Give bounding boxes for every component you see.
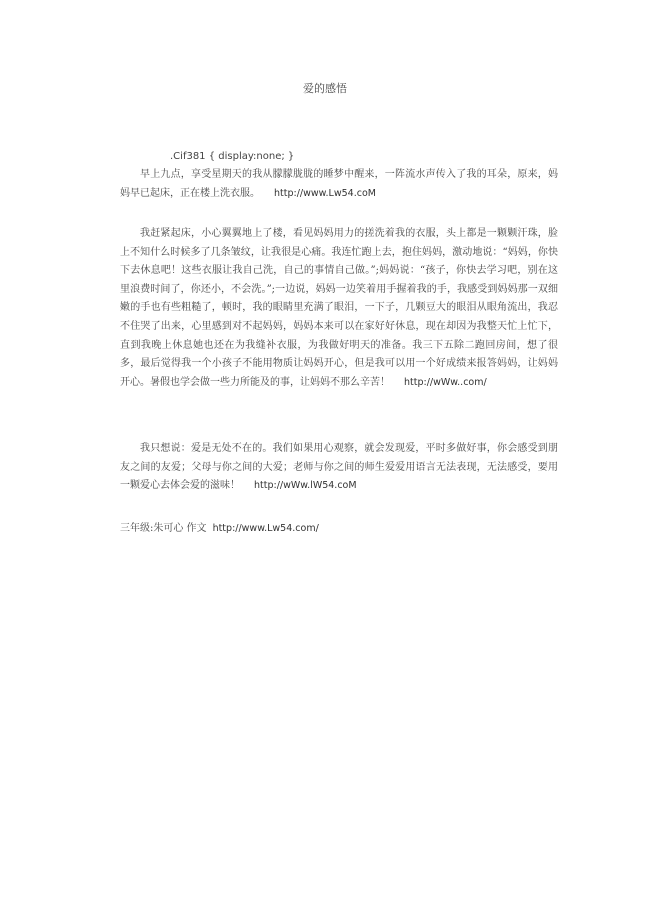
css-code-line: .Cif381 { display:none; }: [170, 151, 295, 162]
footer-text: 三年级:朱可心 作文: [120, 523, 207, 534]
paragraph-3: [120, 440, 558, 496]
paragraph-3-url[interactable]: http://wWw.lW54.coM: [254, 480, 357, 492]
paragraph-1-url[interactable]: http://www.Lw54.coM: [274, 187, 376, 199]
paragraph-2-text: 我赶紧起床，小心翼翼地上了楼，看见妈妈用力的搓洗着我的衣服，头上都是一颗颗汗珠，脸上不知什么时候多了几条皱纹，让我很是心痛。我连忙跑上去，抱住妈妈，激动地说：“妈妈，你快下去休息吧！这些衣服让我自己洗，自己的事情自己做。”;妈妈说：“孩子，你快去学习吧，别在这里浪费时间了，你还小，不会洗。”;一边说，妈妈一边笑着用手握着我的手，我感受到妈妈那一双细嫩的手也有些粗糙了，顿时，我的眼睛里充满了眼泪，一下子，几颗豆大的眼泪从眼角流出，我忍不住哭了出来，心里感到对不起妈妈，妈妈本来可以在家好好休息，现在却因为我整天忙上忙下，直到我晚上休息她也还在为我缝补衣服，为我做好明天的准备。我三下五除二跑回房间，想了很多，最后觉得我一个小孩子不能用物质让妈妈开心，但是我可以用一个好成绩来报答妈妈，让妈妈开心。暑假也学会做一些力所能及的事，让妈妈不那么辛苦！: [120, 228, 558, 388]
footer-line: [120, 520, 558, 539]
paragraph-2-url[interactable]: http://wWw..com/: [404, 376, 487, 388]
document-title: 爱的感悟: [303, 82, 347, 95]
footer-url[interactable]: http://www.Lw54.com/: [212, 523, 319, 534]
paragraph-3-text: 我只想说：爱是无处不在的。我们如果用心观察，就会发现爱，平时多做好事，你会感受到朋友之间的友爱；父母与你之间的大爱；老师与你之间的师生爱爱用语言无法表现，无法感受，要用一颗爱心去体会爱的滋味！: [120, 443, 558, 492]
paragraph-2: [120, 225, 558, 392]
paragraph-1: [120, 166, 558, 203]
paragraph-1-text: 早上九点，享受星期天的我从朦朦胧胧的睡梦中醒来，一阵流水声传入了我的耳朵，原来，妈妈早已起床，正在楼上洗衣服。: [120, 169, 558, 199]
